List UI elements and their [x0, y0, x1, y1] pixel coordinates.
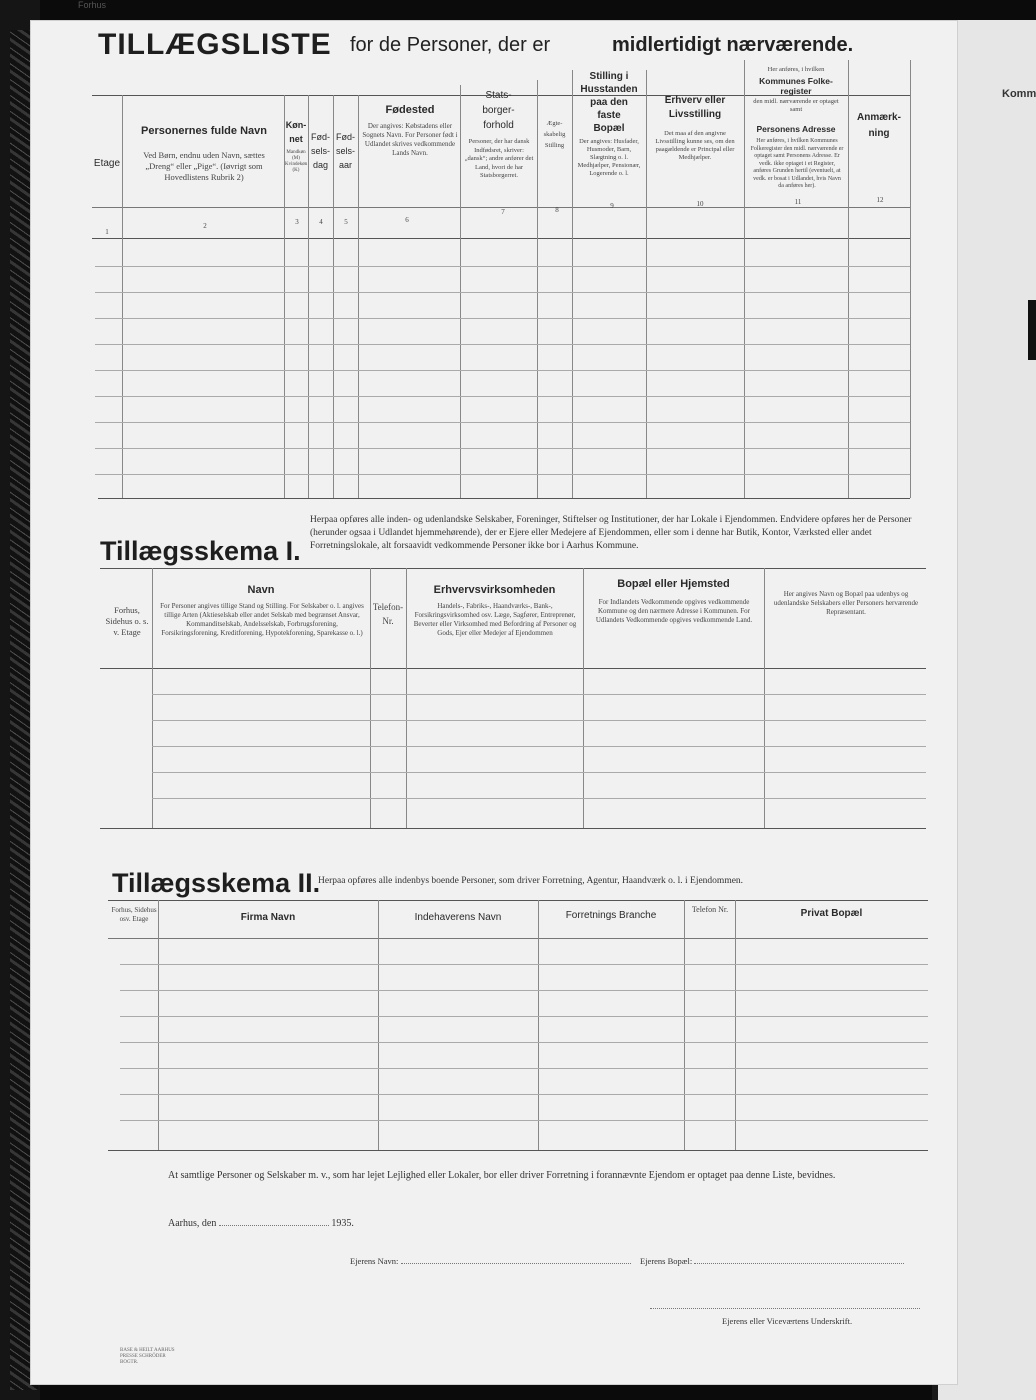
s1-col-bopael-sub: For Indlandets Vedkommende opgives vedkommende Kommune og den nærmere Adresse i Kommunen. For Udlandets Vedkommende opgives vedkommende Land.	[595, 598, 753, 624]
col-num-6: 6	[405, 216, 409, 224]
s1-col-repraesentant: Her angives Navn og Bopæl paa udenbys og udenlandske Selskabers eller Personers herværende Repræsentant.	[773, 590, 919, 616]
skema2-intro: Herpaa opføres alle indenbys boende Personer, som driver Forretning, Agentur, Haandværk o. l. i Ejendommen.	[318, 876, 744, 886]
title-middle: for de Personer, der er	[350, 34, 551, 56]
col-navn: Personernes fulde Navn	[141, 125, 267, 137]
skema1-intro: Herpaa opføres alle inden- og udenlandske Selskaber, Foreninger, Stiftelser og Institutioner, der har Lokale i Ejendommen. Endvidere opføres her de Personer (herunder ogsaa i Udlandet hjemmehørende), der er Ejere eller Medejere af Ejendommen, eller som i denne har Butik, Kontor, Værksted eller andet Forretningslokale, alt forsaavidt vedkommende Personer ikke bor i Aarhus Kommune.	[310, 515, 912, 551]
col-adresse-kommune: Kommunes Folke- register	[759, 76, 833, 96]
s2-col-telefon: Telefon Nr.	[691, 905, 729, 914]
place-date-line: Aarhus, den 1935.	[168, 1218, 354, 1229]
col-etage: Etage	[93, 158, 121, 169]
owner-name-field[interactable]	[401, 1263, 631, 1264]
date-field[interactable]	[219, 1225, 329, 1226]
skema1-title: Tillægsskema I.	[100, 536, 301, 566]
col-aegteskab: Ægte- skabelig Stilling	[543, 120, 566, 149]
col-adresse: Personens Adresse	[756, 124, 836, 134]
s1-col-bopael: Bopæl eller Hjemsted	[617, 578, 730, 590]
col-foedested-sub: Der angives: Købstadens eller Sognets Navn. For Personer født i Udlandet skrives vedkommende Lands Navn.	[362, 122, 458, 157]
col-adresse-sub: Her anføres, i hvilken Kommunes Folkeregister den midl. nærværende er optaget samt Personens Adresse. Er vedk. ikke optaget i et Register, anføres Grunden hertil (eventuelt, at vedk. er bosat i Udlandet, hvis Navn da anføres her).	[750, 138, 844, 189]
printer-imprint: BASE & HEILT AARHUS PRESSE SCHRÖDER BOGTR.	[120, 1348, 175, 1365]
edge-text: Forhus	[78, 0, 107, 10]
title-end: midlertidigt nærværende.	[612, 34, 854, 56]
col-stilling-sub: Der angives: Husfader, Husmoder, Barn, Slægtning o. l. Medhjælper, Pensionær, Logerende o. l.	[577, 138, 641, 177]
owner-address-line: Ejerens Bopæl:	[640, 1256, 904, 1266]
s2-col-bopael: Privat Bopæl	[800, 908, 863, 919]
s1-col-navn: Navn	[247, 584, 275, 596]
col-num-11: 11	[794, 198, 802, 206]
s1-col-etage: Forhus, Sidehus o. s. v. Etage	[105, 605, 149, 637]
s2-col-etage: Forhus, Sidehus osv. Etage	[111, 906, 157, 923]
signature-label: Ejerens eller Viceværtens Underskrift.	[722, 1316, 853, 1326]
col-num-2: 2	[203, 222, 207, 230]
col-erhverv-sub: Det maa af den angivne Livsstilling kunne ses, om den paagældende er Principal eller Medhjælper.	[655, 130, 735, 161]
col-num-5: 5	[344, 218, 348, 226]
s1-col-erhverv-sub: Handels-, Fabriks-, Haandværks-, Bank-, Forsikringsvirksomhed osv. Læge, Sagfører, Entreprenør, Beverter eller Virksomhed med Befordring af Personer og Gods, Ejer eller Medejer af Ejendommen	[413, 602, 577, 637]
col-statsborger: Stats- borger- forhold	[482, 90, 515, 131]
owner-address-field[interactable]	[694, 1263, 904, 1264]
s2-col-firma: Firma Navn	[240, 912, 296, 923]
col-koen-sub: Mandkøn (M) Kvindekøn (K)	[285, 150, 308, 173]
col-num-12: 12	[876, 196, 884, 204]
s2-col-branche: Forretnings Branche	[565, 910, 657, 921]
col-num-9: 9	[610, 202, 614, 210]
col-foedselsaar: Fød- sels- aar	[335, 132, 355, 170]
owner-name-line: Ejerens Navn:	[350, 1256, 631, 1266]
col-num-1: 1	[105, 228, 109, 236]
skema2-title: Tillægsskema II.	[112, 868, 321, 898]
col-statsborger-sub: Personer, der har dansk Indfødsret, skriver: „dansk“; andre anfører det Land, hvori de har Statsborgerret.	[464, 138, 534, 179]
col-navn-sub: Ved Børn, endnu uden Navn, sættes „Dreng“ eller „Pige“. (Iøvrigt som Hovedlistens Rubrik 2)	[143, 150, 265, 182]
col-num-8: 8	[555, 206, 559, 214]
col-anmaerkning: Anmærk- ning	[857, 112, 901, 139]
s1-col-telefon: Telefon-Nr.	[372, 602, 404, 626]
page-title: TILLÆGSLISTE	[98, 28, 332, 61]
col-stilling: Stilling i Husstanden paa den faste Bopæl	[580, 71, 638, 134]
col-num-3: 3	[295, 218, 299, 226]
facing-page-text: Komm	[1002, 88, 1036, 100]
col-foedselsdag: Fød- sels- dag	[310, 132, 330, 170]
col-erhverv: Erhverv eller Livsstilling	[664, 95, 726, 120]
col-num-4: 4	[319, 218, 323, 226]
s1-col-erhverv: Erhvervsvirksomheden	[433, 584, 556, 596]
col-num-7: 7	[501, 208, 505, 216]
col-foedested: Fødested	[385, 104, 435, 116]
col-adresse-mid: den midl. nærværende er optaget samt	[753, 98, 839, 113]
certification-text: At samtlige Personer og Selskaber m. v., som har lejet Lejlighed eller Lokaler, bor eller driver Forretning i forannævnte Ejendom er optaget paa denne Liste, bevidnes.	[168, 1170, 836, 1181]
s1-col-navn-sub: For Personer angives tillige Stand og Stilling. For Selskaber o. l. angives tillige Arten (Aktieselskab eller andet Selskab med begrænset Ansvar, Kommanditselskab, Andelsselskab, Forbrugsforening, Forsikringsforening, Kreditforening, Hypotekforening, Sparekasse o. l.)	[160, 602, 364, 637]
col-adresse-top: Her anføres, i hvilken	[767, 66, 825, 73]
s2-col-indehaver: Indehaverens Navn	[414, 912, 502, 923]
col-koen: Køn- net	[285, 120, 307, 144]
signature-field[interactable]	[650, 1308, 920, 1309]
col-num-10: 10	[696, 200, 704, 208]
